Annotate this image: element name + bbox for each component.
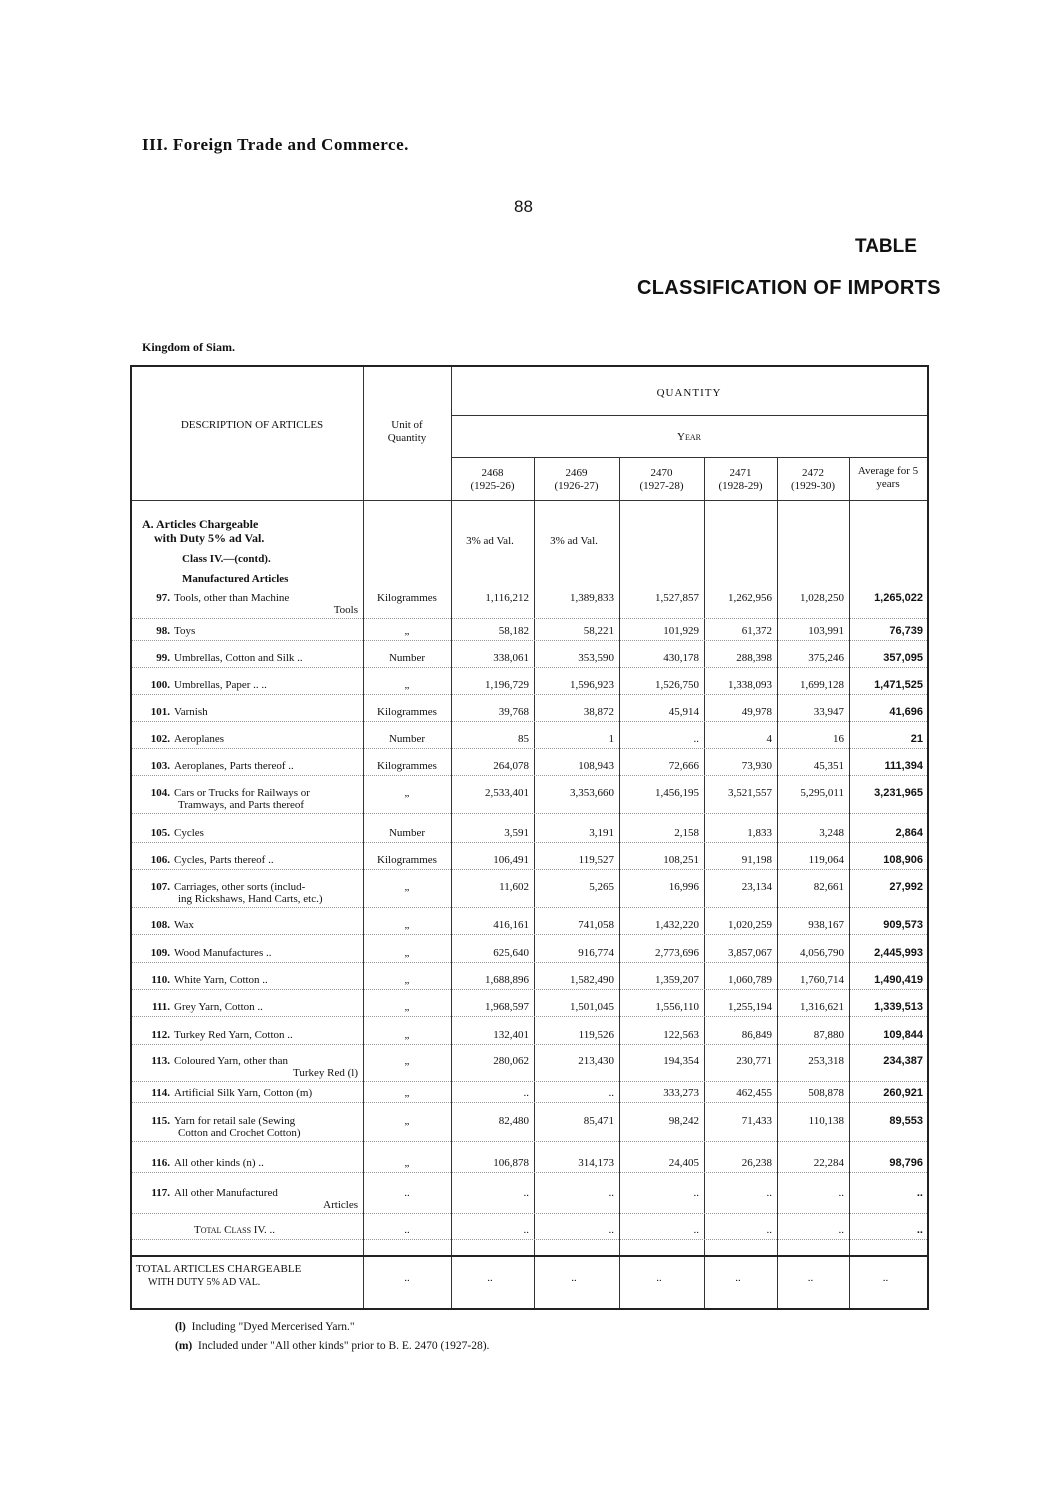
quantity-cell: 213,430: [578, 1055, 614, 1067]
quantity-cell: 1,116,212: [485, 592, 529, 604]
quantity-cell: 1,255,194: [728, 1001, 772, 1013]
quantity-cell: 333,273: [663, 1087, 699, 1099]
row-unit: „: [404, 787, 410, 799]
quantity-cell: 230,771: [736, 1055, 772, 1067]
quantity-cell: 1,359,207: [655, 974, 699, 986]
row-label: Grey Yarn, Cotton ..: [174, 1001, 263, 1013]
quantity-cell: 86,849: [741, 1029, 772, 1041]
row-description: [138, 1157, 362, 1169]
row-number: 103.: [150, 760, 170, 772]
quantity-cell: 33,947: [813, 706, 844, 718]
row-divider: [132, 1081, 927, 1082]
row-unit: Kilogrammes: [377, 706, 437, 718]
quantity-cell: 1,968,597: [485, 1001, 529, 1013]
duty-rate-2: 3% ad Val.: [550, 535, 598, 547]
row-label: Carriages, other sorts (includ-: [174, 881, 306, 893]
quantity-cell: 108,943: [578, 760, 614, 772]
quantity-cell: 11,602: [499, 881, 529, 893]
row-unit: Kilogrammes: [377, 760, 437, 772]
row-label-continued: Tramways, and Parts thereof: [178, 799, 305, 811]
quantity-cell: 58,221: [583, 625, 614, 637]
quantity-cell: 1,556,110: [655, 1001, 699, 1013]
row-divider: [132, 869, 927, 870]
quantity-cell: 38,872: [583, 706, 614, 718]
row-label: Umbrellas, Paper .. ..: [174, 679, 267, 691]
row-number: 101.: [150, 706, 170, 718]
row-number: 99.: [156, 652, 170, 664]
quantity-cell: 4,056,790: [800, 947, 844, 959]
quantity-cell: 1,389,833: [570, 592, 614, 604]
quantity-cell: 3,591: [504, 827, 529, 839]
quantity-cell: 1,456,195: [655, 787, 699, 799]
average-cell: 1,471,525: [874, 679, 923, 691]
quantity-cell: 1,338,093: [728, 679, 772, 691]
header-divider: [132, 500, 927, 501]
quantity-cell: ..: [766, 1187, 772, 1199]
row-label: Cycles, Parts thereof ..: [174, 854, 274, 866]
row-unit: „: [404, 1055, 410, 1067]
quantity-cell: 916,774: [578, 947, 614, 959]
quantity-cell: 119,527: [578, 854, 614, 866]
row-description: [138, 827, 362, 839]
table-label: TABLE: [855, 236, 917, 257]
quantity-cell: 1,582,490: [570, 974, 614, 986]
row-divider: [132, 1239, 927, 1240]
row-number: 104.: [150, 787, 170, 799]
quantity-cell: ..: [693, 1224, 699, 1236]
average-cell: ..: [916, 1224, 923, 1236]
average-cell: 1,339,513: [874, 1001, 923, 1013]
row-number: 112.: [151, 1029, 170, 1041]
quantity-cell: 2,773,696: [655, 947, 699, 959]
quantity-cell: 741,058: [578, 919, 614, 931]
average-cell: 2,864: [895, 827, 923, 839]
quantity-cell: 98,242: [668, 1115, 699, 1127]
row-number: 105.: [150, 827, 170, 839]
average-cell: 41,696: [889, 706, 923, 718]
quantity-cell: 3,248: [819, 827, 844, 839]
quantity-cell: 314,173: [578, 1157, 614, 1169]
row-number: 115.: [151, 1115, 170, 1127]
quantity-cell: 122,563: [663, 1029, 699, 1041]
row-label: Toys: [174, 625, 196, 637]
row-unit: Kilogrammes: [377, 854, 437, 866]
quantity-cell: 106,878: [493, 1157, 529, 1169]
row-description: [138, 652, 362, 664]
page-number: 88: [514, 197, 533, 216]
row-divider: [132, 907, 927, 908]
row-description: [138, 592, 362, 616]
quantity-cell: 280,062: [493, 1055, 529, 1067]
average-cell: 1,490,419: [874, 974, 923, 986]
row-label-continued: Cotton and Crochet Cotton): [178, 1127, 301, 1139]
row-description: [138, 1001, 362, 1013]
quantity-cell: 2,158: [674, 827, 699, 839]
row-description: [138, 760, 362, 772]
quantity-cell: 625,640: [493, 947, 529, 959]
quantity-cell: 16,996: [668, 881, 699, 893]
quantity-cell: 416,161: [493, 919, 529, 931]
row-divider: [132, 721, 927, 722]
quantity-cell: ..: [838, 1187, 844, 1199]
quantity-cell: 16: [833, 733, 844, 745]
row-unit: „: [404, 1001, 410, 1013]
quantity-cell: 73,930: [741, 760, 772, 772]
row-unit: „: [404, 1115, 410, 1127]
average-cell: 234,387: [883, 1055, 923, 1067]
row-divider: [132, 813, 927, 814]
row-divider: [132, 667, 927, 668]
row-label: Wax: [174, 919, 194, 931]
average-cell: 2,445,993: [874, 947, 923, 959]
quantity-cell: 1,833: [747, 827, 772, 839]
row-divider: [132, 1016, 927, 1017]
quantity-cell: 61,372: [741, 625, 772, 637]
row-divider: [132, 694, 927, 695]
row-unit: „: [404, 974, 410, 986]
row-label: Cars or Trucks for Railways or: [174, 787, 310, 799]
row-label-continued: ing Rickshaws, Hand Carts, etc.): [178, 893, 323, 905]
quantity-cell: 1,020,259: [728, 919, 772, 931]
row-label: All other Manufactured: [174, 1187, 278, 1199]
row-unit: „: [404, 625, 410, 637]
row-label: Total Class IV. ..: [194, 1224, 275, 1236]
row-description: [138, 1029, 362, 1041]
quantity-cell: ..: [608, 1224, 614, 1236]
row-unit: „: [404, 881, 410, 893]
row-number: 98.: [156, 625, 170, 637]
quantity-header: QUANTITY: [656, 387, 722, 399]
row-label: Varnish: [174, 706, 208, 718]
row-divider: [132, 618, 927, 619]
quantity-cell: ..: [838, 1224, 844, 1236]
quantity-cell: 85,471: [583, 1115, 614, 1127]
quantity-cell: 1,760,714: [800, 974, 844, 986]
row-unit: „: [404, 919, 410, 931]
quantity-cell: 1,196,729: [485, 679, 529, 691]
quantity-cell: 4: [766, 733, 772, 745]
row-divider: [132, 640, 927, 641]
quantity-cell: 1,699,128: [800, 679, 844, 691]
total-unit: ..: [404, 1272, 410, 1284]
row-description: [138, 706, 362, 718]
row-divider: [132, 1141, 927, 1142]
quantity-cell: 91,198: [741, 854, 772, 866]
average-cell: 357,095: [883, 652, 923, 664]
average-cell: 89,553: [889, 1115, 923, 1127]
row-description: [138, 1224, 362, 1236]
quantity-cell: 253,318: [808, 1055, 844, 1067]
quantity-cell: 82,480: [498, 1115, 529, 1127]
row-number: 109.: [150, 947, 170, 959]
year-col-4: 2471 (1928-29): [718, 467, 763, 492]
quantity-cell: ..: [523, 1187, 529, 1199]
duty-rate-1: 3% ad Val.: [466, 535, 514, 547]
quantity-cell: ..: [523, 1087, 529, 1099]
average-header: Average for 5 years: [857, 465, 919, 490]
footnote: (m) Included under "All other kinds" prior to B. E. 2470 (1927-28).: [175, 1340, 490, 1352]
year-col-5: 2472 (1929-30): [791, 467, 835, 492]
row-description: [138, 625, 362, 637]
quantity-cell: ..: [693, 733, 699, 745]
average-cell: 111,394: [884, 760, 923, 772]
subheading: Manufactured Articles: [182, 573, 289, 585]
row-label: All other kinds (n) ..: [174, 1157, 264, 1169]
row-number: 108.: [150, 919, 170, 931]
year-header: Year: [677, 431, 701, 443]
quantity-cell: 22,284: [813, 1157, 844, 1169]
quantity-cell: 1,527,857: [655, 592, 699, 604]
row-divider: [132, 748, 927, 749]
column-divider: [363, 367, 364, 1308]
quantity-cell: 49,978: [741, 706, 772, 718]
row-divider: [132, 1044, 927, 1045]
quantity-cell: 87,880: [813, 1029, 844, 1041]
row-unit: „: [404, 679, 410, 691]
quantity-cell: 106,491: [493, 854, 529, 866]
quantity-cell: 938,167: [808, 919, 844, 931]
quantity-cell: 1,688,896: [485, 974, 529, 986]
row-label: Coloured Yarn, other than: [174, 1055, 288, 1067]
quantity-cell: 119,526: [578, 1029, 614, 1041]
row-description: [138, 947, 362, 959]
average-cell: 76,739: [889, 625, 923, 637]
imports-table: [130, 365, 929, 1310]
quantity-cell: 108,251: [663, 854, 699, 866]
quantity-cell: 82,661: [813, 881, 844, 893]
row-label-continued: Turkey Red (l): [293, 1067, 358, 1079]
quantity-cell: 1,316,621: [800, 1001, 844, 1013]
row-unit: „: [404, 1087, 410, 1099]
footnote: (l) Including "Dyed Mercerised Yarn.": [175, 1321, 355, 1333]
row-number: 116.: [151, 1157, 170, 1169]
table-title: CLASSIFICATION OF IMPORTS: [637, 277, 941, 299]
quantity-cell: 5,265: [589, 881, 614, 893]
quantity-cell: 1,060,789: [728, 974, 772, 986]
header-divider: [451, 457, 927, 458]
quantity-cell: 132,401: [493, 1029, 529, 1041]
row-unit: „: [404, 1157, 410, 1169]
quantity-cell: 375,246: [808, 652, 844, 664]
quantity-cell: 110,138: [808, 1115, 844, 1127]
average-cell: ..: [916, 1187, 923, 1199]
row-unit: Number: [388, 652, 426, 664]
total-row-label: TOTAL ARTICLES CHARGEABLE WITH DUTY 5% AD VAL.: [136, 1263, 302, 1288]
row-description: [138, 1055, 362, 1079]
total-average: ..: [882, 1272, 889, 1284]
year-col-3: 2470 (1927-28): [639, 467, 684, 492]
total-value: ..: [571, 1272, 577, 1284]
row-label: Aeroplanes: [174, 733, 225, 745]
row-description: [138, 919, 362, 931]
quantity-cell: 1,526,750: [655, 679, 699, 691]
row-divider: [132, 1102, 927, 1103]
row-number: 100.: [150, 679, 170, 691]
quantity-cell: 1,432,220: [655, 919, 699, 931]
quantity-cell: ..: [523, 1224, 529, 1236]
row-number: 113.: [151, 1055, 170, 1067]
quantity-cell: 23,134: [741, 881, 772, 893]
average-cell: 108,906: [883, 854, 923, 866]
row-divider: [132, 934, 927, 935]
row-unit: Number: [388, 733, 426, 745]
total-divider: [132, 1255, 927, 1257]
row-description: [138, 854, 362, 866]
row-label: Turkey Red Yarn, Cotton ..: [174, 1029, 293, 1041]
quantity-cell: 103,991: [808, 625, 844, 637]
quantity-cell: 194,354: [663, 1055, 699, 1067]
row-divider: [132, 989, 927, 990]
row-unit: ..: [404, 1224, 410, 1236]
quantity-cell: 45,351: [813, 760, 844, 772]
quantity-cell: 24,405: [668, 1157, 699, 1169]
quantity-cell: 1: [608, 733, 614, 745]
quantity-cell: 119,064: [808, 854, 844, 866]
quantity-cell: 45,914: [668, 706, 699, 718]
quantity-cell: 3,353,660: [570, 787, 614, 799]
quantity-cell: 101,929: [663, 625, 699, 637]
row-label-continued: Articles: [323, 1199, 358, 1211]
row-unit: Kilogrammes: [377, 592, 437, 604]
quantity-cell: 1,596,923: [570, 679, 614, 691]
quantity-cell: 39,768: [498, 706, 529, 718]
section-heading-2: with Duty 5% ad Val.: [154, 531, 265, 545]
row-divider: [132, 1213, 927, 1214]
row-number: 106.: [150, 854, 170, 866]
row-divider: [132, 1172, 927, 1173]
quantity-cell: ..: [608, 1187, 614, 1199]
row-description: [138, 787, 362, 811]
row-description: [138, 974, 362, 986]
quantity-cell: 1,028,250: [800, 592, 844, 604]
quantity-cell: 508,878: [808, 1087, 844, 1099]
row-description: [138, 733, 362, 745]
row-label: Umbrellas, Cotton and Silk ..: [174, 652, 303, 664]
average-cell: 21: [910, 733, 923, 745]
unit-header: Unit of Quantity: [387, 419, 427, 444]
row-unit: ..: [404, 1187, 410, 1199]
quantity-cell: 3,191: [589, 827, 614, 839]
row-label: Wood Manufactures ..: [174, 947, 272, 959]
row-label: White Yarn, Cotton ..: [174, 974, 268, 986]
quantity-cell: 338,061: [493, 652, 529, 664]
row-description: [138, 679, 362, 691]
average-cell: 3,231,965: [874, 787, 923, 799]
header-divider: [451, 415, 927, 416]
quantity-cell: 3,857,067: [728, 947, 772, 959]
quantity-cell: ..: [608, 1087, 614, 1099]
section-title: III. Foreign Trade and Commerce.: [142, 135, 409, 154]
row-label: Tools, other than Machine: [174, 592, 290, 604]
quantity-cell: 5,295,011: [800, 787, 844, 799]
row-label: Artificial Silk Yarn, Cotton (m): [174, 1087, 313, 1099]
row-number: 107.: [150, 881, 170, 893]
row-divider: [132, 962, 927, 963]
row-label: Yarn for retail sale (Sewing: [174, 1115, 296, 1127]
quantity-cell: 353,590: [578, 652, 614, 664]
row-description: [138, 1115, 362, 1139]
average-cell: 260,921: [883, 1087, 923, 1099]
row-unit: Number: [388, 827, 426, 839]
row-description: [138, 1087, 362, 1099]
year-col-1: 2468 (1925-26): [470, 467, 515, 492]
quantity-cell: 72,666: [668, 760, 699, 772]
total-value: ..: [735, 1272, 741, 1284]
quantity-cell: 264,078: [493, 760, 529, 772]
class-label: Class IV.—(contd).: [182, 553, 271, 565]
row-number: 97.: [156, 592, 170, 604]
average-cell: 1,265,022: [874, 592, 923, 604]
average-cell: 909,573: [883, 919, 923, 931]
total-value: ..: [487, 1272, 493, 1284]
row-unit: „: [404, 947, 410, 959]
description-header: DESCRIPTION OF ARTICLES: [180, 419, 324, 431]
row-number: 114.: [151, 1087, 170, 1099]
row-description: [138, 1187, 362, 1211]
kingdom-label: Kingdom of Siam.: [142, 340, 236, 354]
quantity-cell: 3,521,557: [728, 787, 772, 799]
quantity-cell: 26,238: [741, 1157, 772, 1169]
average-cell: 27,992: [889, 881, 923, 893]
average-cell: 109,844: [883, 1029, 923, 1041]
quantity-cell: 58,182: [498, 625, 529, 637]
quantity-cell: 1,262,956: [728, 592, 772, 604]
row-label-continued: Tools: [333, 604, 358, 616]
row-label: Cycles: [174, 827, 204, 839]
row-divider: [132, 842, 927, 843]
row-number: 110.: [151, 974, 170, 986]
row-number: 111.: [151, 1001, 170, 1013]
quantity-cell: ..: [766, 1224, 772, 1236]
row-divider: [132, 775, 927, 776]
row-number: 102.: [150, 733, 170, 745]
quantity-cell: 462,455: [736, 1087, 772, 1099]
quantity-cell: 85: [518, 733, 529, 745]
row-unit: „: [404, 1029, 410, 1041]
quantity-cell: ..: [693, 1187, 699, 1199]
row-label: Aeroplanes, Parts thereof ..: [174, 760, 294, 772]
quantity-cell: 71,433: [741, 1115, 772, 1127]
quantity-cell: 430,178: [663, 652, 699, 664]
section-heading-1: A. Articles Chargeable: [142, 517, 259, 531]
quantity-cell: 288,398: [736, 652, 772, 664]
row-description: [138, 881, 362, 905]
row-number: 117.: [151, 1187, 170, 1199]
quantity-cell: 2,533,401: [485, 787, 529, 799]
average-cell: 98,796: [889, 1157, 923, 1169]
footnotes: [175, 1318, 489, 1356]
total-value: ..: [807, 1272, 814, 1284]
total-value: ..: [656, 1272, 662, 1284]
quantity-cell: 1,501,045: [570, 1001, 614, 1013]
year-col-2: 2469 (1926-27): [554, 467, 599, 492]
